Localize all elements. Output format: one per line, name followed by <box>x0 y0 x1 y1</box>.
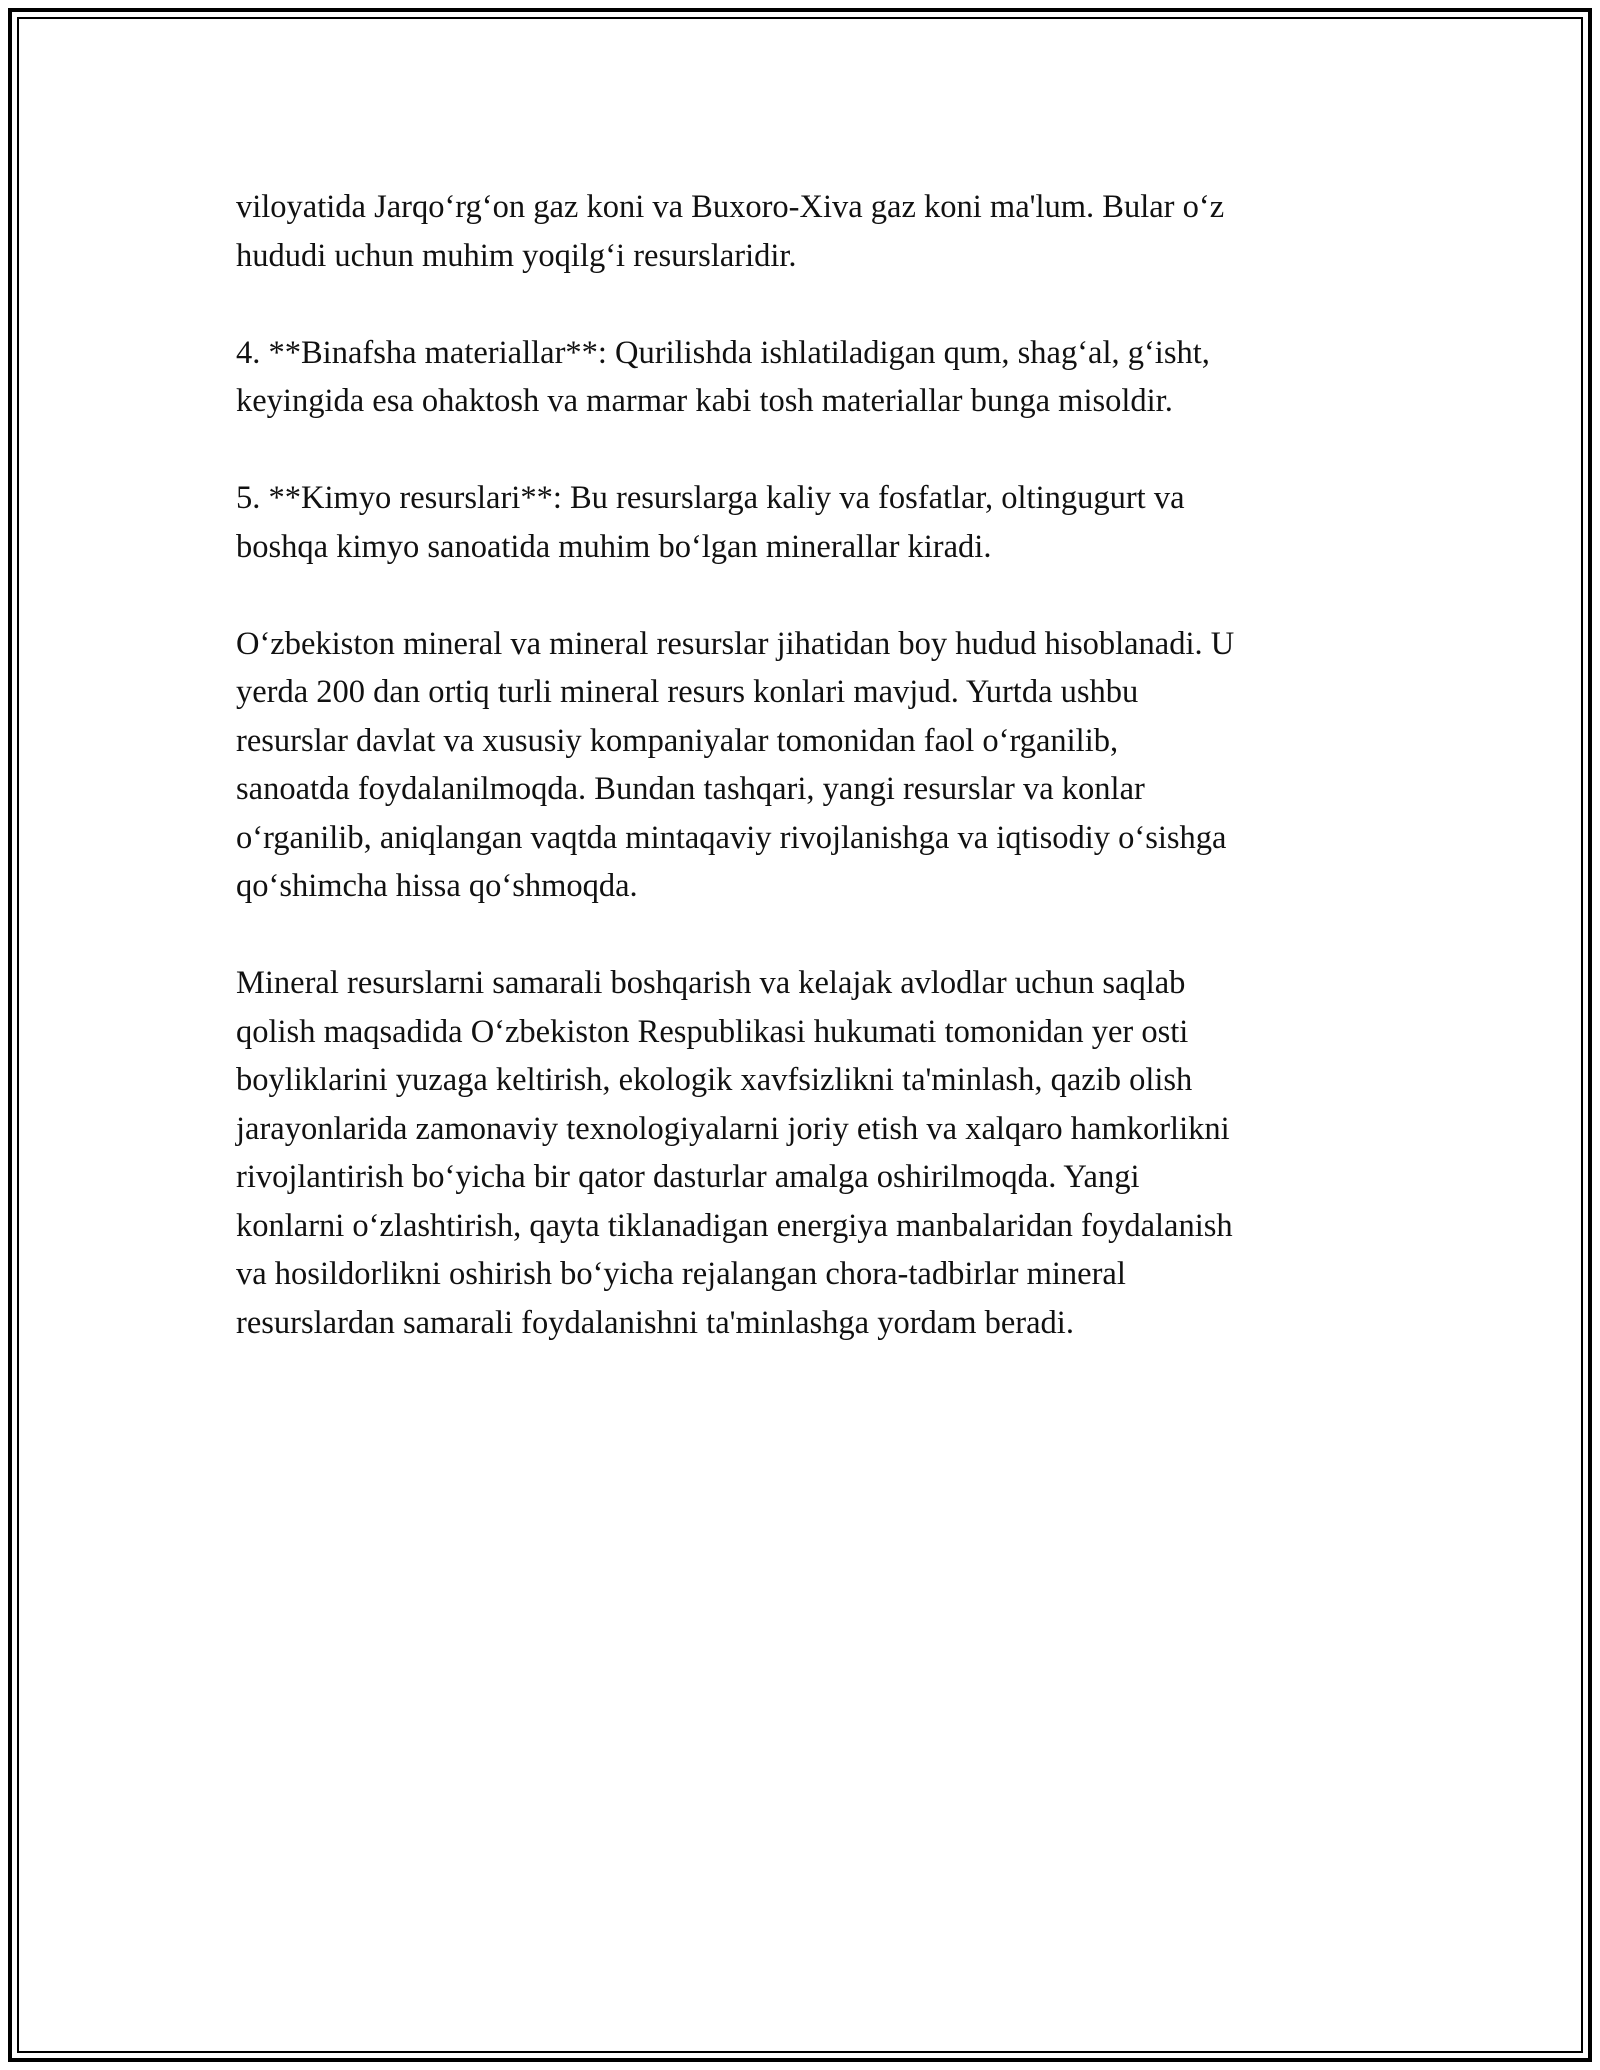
paragraph-gas-fields: viloyatida Jarqo‘rg‘on gaz koni va Buxoro-Xiva gaz koni ma'lum. Bular o‘z hududi uchun muhim yoqilg‘i resurslaridir. <box>236 189 1225 274</box>
document-body <box>236 183 1366 1396</box>
paragraph-chemical-resources: 5. **Kimyo resurslari**: Bu resurslarga kaliy va fosfatlar, oltingugurt va boshqa kimyo sanoatida muhim bo‘lgan minerallar kiradi. <box>236 480 1185 565</box>
paragraph-resource-management: Mineral resurslarni samarali boshqarish va kelajak avlodlar uchun saqlab qolish maqsadida O‘zbekiston Respublikasi hukumati tomonidan yer osti boyliklarini yuzaga keltirish, ekologik xavfsizlikni ta'minlash, qazib olish jarayonlarida zamonaviy texnologiyalarni joriy etish va xalqaro hamkorlikni rivojlantirish bo‘yicha bir qator dasturlar amalga oshirilmoqda. Yangi konlarni o‘zlashtirish, qayta tiklanadigan energiya manbalaridan foydalanish va hosildorlikni oshirish bo‘yicha rejalangan chora-tadbirlar mineral resurslardan samarali foydalanishni ta'minlashga yordam beradi. <box>236 965 1233 1341</box>
paragraph-building-materials: 4. **Binafsha materiallar**: Qurilishda ishlatiladigan qum, shag‘al, g‘isht, keyingida esa ohaktosh va marmar kabi tosh materiallar bunga misoldir. <box>236 334 1210 419</box>
paragraph-uzbekistan-resources: O‘zbekiston mineral va mineral resurslar jihatidan boy hudud hisoblanadi. U yerda 200 dan ortiq turli mineral resurs konlari mavjud. Yurtda ushbu resurslar davlat va xususiy kompaniyalar tomonidan faol o‘rganilib, sanoatda foydalanilmoqda. Bundan tashqari, yangi resurslar va konlar o‘rganilib, aniqlangan vaqtda mintaqaviy rivojlanishga va iqtisodiy o‘sishga qo‘shimcha hissa qo‘shmoqda. <box>236 625 1235 904</box>
